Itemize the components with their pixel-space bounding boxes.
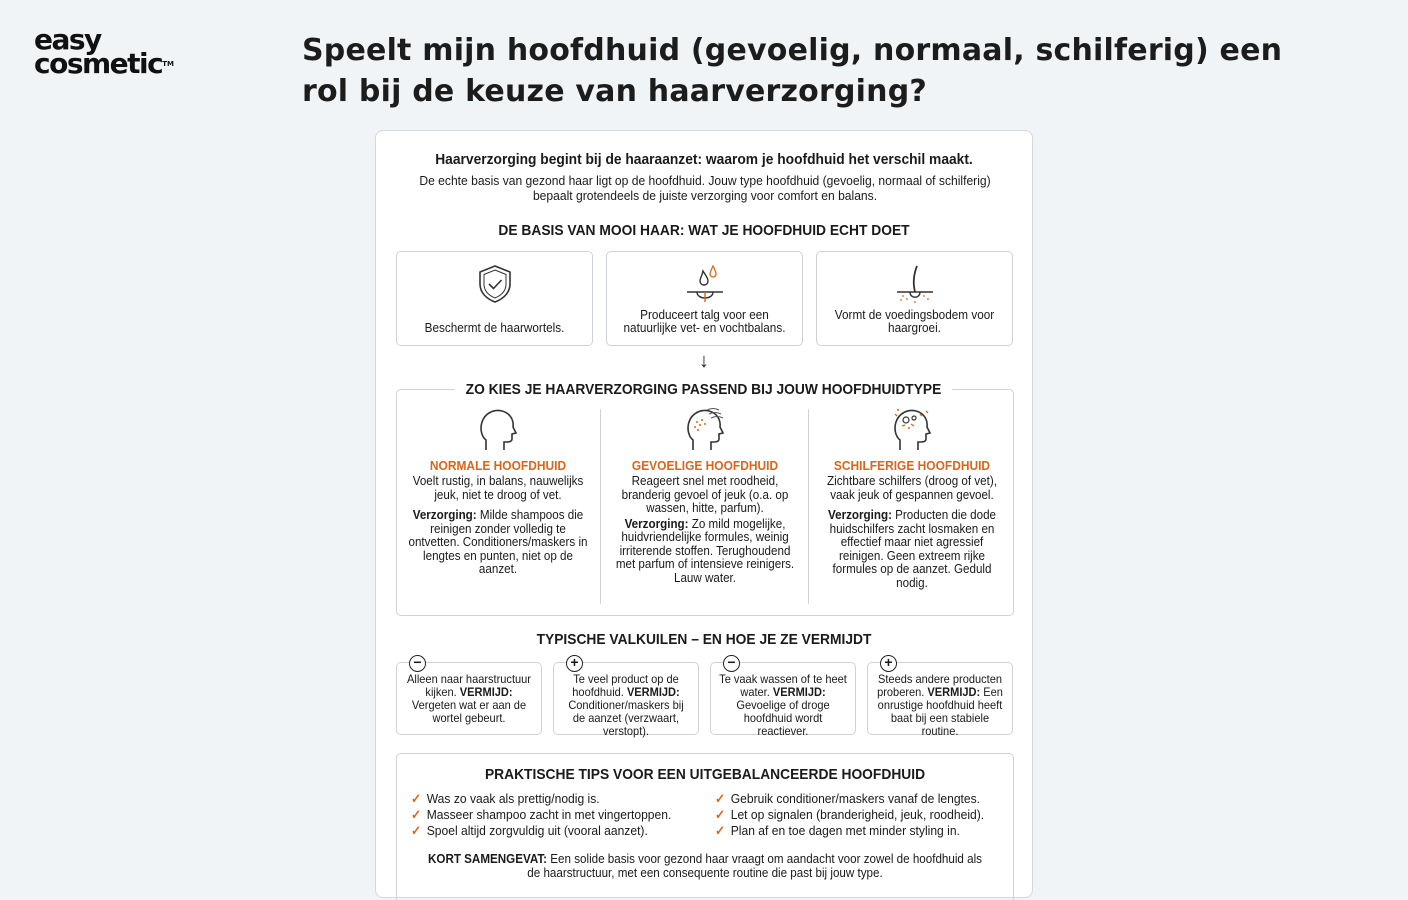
type-title: SCHILFERIGE HOOFDHUID: [833, 458, 991, 473]
type-care: Verzorging: Milde shampoos die reinigen zonder volledig te ontvetten. Conditioners/maskers in lengtes en punten, niet op de aanzet.: [408, 508, 588, 576]
type-flaky: [812, 406, 1012, 590]
check-icon: ✓: [715, 791, 726, 806]
oil-drop-icon: [683, 262, 727, 306]
divider: [808, 409, 809, 604]
basis-card-sebum: [606, 251, 803, 346]
pitfall-card: [710, 654, 856, 738]
sensitive-head-icon: [683, 406, 727, 454]
summary-text: KORT SAMENGEVAT: Een solide basis voor gezond haar vraagt om aandacht voor zowel de hoofdhuid als de haarstructuur, met een consequente routine die past bij jouw type.: [428, 852, 982, 880]
pitfall-text: Te veel product op de hoofdhuid. VERMIJD: Conditioner/maskers bij de aanzet (verzwaart, verstopt).: [568, 672, 684, 738]
pitfalls-heading: TYPISCHE VALKUILEN – EN HOE JE ZE VERMIJDT: [536, 631, 872, 648]
hair-follicle-icon: [893, 262, 937, 306]
divider: [600, 409, 601, 604]
plus-circle-icon: +: [566, 655, 583, 672]
tip-item: ✓ Masseer shampoo zacht in met vingertoppen.: [411, 807, 672, 822]
pitfall-card: [867, 654, 1013, 738]
check-icon: ✓: [715, 823, 726, 838]
brand-line1: easy: [34, 23, 101, 56]
type-description: Reageert snel met roodheid, branderig gevoel of jeuk (o.a. op wassen, hitte, parfum).: [621, 474, 789, 515]
type-care: Verzorging: Producten die dode huidschilfers zacht losmaken en effectief maar niet agressief reinigen. Geen extreem rijke formules op de aanzet. Geduld nodig.: [827, 508, 997, 590]
basis-text: Produceert talg voor een natuurlijke vet- en vochtbalans.: [623, 308, 786, 335]
minus-circle-icon: −: [723, 655, 740, 672]
type-description: Zichtbare schilfers (droog of vet), vaak jeuk of gespannen gevoel.: [827, 474, 997, 502]
down-arrow-icon: ↓: [699, 350, 709, 372]
type-title: NORMALE HOOFDHUID: [429, 458, 567, 473]
page-title: Speelt mijn hoofdhuid (gevoelig, normaal, schilferig) een rol bij de keuze van haarverzorging?: [302, 33, 1283, 109]
shield-check-icon: [473, 262, 517, 306]
basis-text: Vormt de voedingsbodem voor haargroei.: [834, 308, 995, 335]
basis-text: Beschermt de haarwortels.: [424, 321, 565, 335]
tip-item: ✓ Let op signalen (branderigheid, jeuk, roodheid).: [715, 807, 985, 822]
check-icon: ✓: [715, 807, 726, 822]
type-description: Voelt rustig, in balans, nauwelijks jeuk, niet te droog of vet.: [412, 474, 584, 502]
tip-item: ✓ Plan af en toe dagen met minder styling in.: [715, 823, 960, 838]
basis-card-protect: [396, 251, 593, 346]
check-icon: ✓: [411, 807, 422, 822]
type-sensitive: [605, 406, 805, 585]
type-title: GEVOELIGE HOOFDHUID: [631, 458, 779, 473]
tips-list-right: [715, 791, 1004, 839]
pitfall-card: [396, 654, 542, 735]
head-profile-icon: [476, 406, 520, 454]
type-care: Verzorging: Zo mild mogelijke, huidvriendelijke formules, weinig irriterende stoffen. Terughoudend met parfum of intensieve reinigers. Lauw water.: [615, 516, 795, 585]
pitfall-card: [553, 654, 699, 738]
plus-circle-icon: +: [880, 655, 897, 672]
flaky-head-icon: [890, 406, 934, 454]
brand-logo[interactable]: [34, 23, 174, 80]
infographic-card: [375, 130, 1033, 898]
tip-item: ✓ Gebruik conditioner/maskers vanaf de lengtes.: [715, 791, 981, 806]
types-heading: ZO KIES JE HAARVERZORGING PASSEND BIJ JOUW HOOFDHUIDTYPE: [376, 381, 1032, 399]
tip-item: ✓ Was zo vaak als prettig/nodig is.: [411, 791, 600, 806]
trademark: TM: [162, 60, 174, 68]
check-icon: ✓: [411, 823, 422, 838]
brand-line2: cosmetic™: [34, 47, 174, 80]
infographic-intro: De echte basis van gezond haar ligt op de hoofdhuid. Jouw type hoofdhuid (gevoelig, normaal of schilferig) bepaalt grotendeels de juiste verzorging voor comfort en balans.: [419, 173, 991, 203]
tip-item: ✓ Spoel altijd zorgvuldig uit (vooral aanzet).: [411, 823, 648, 838]
tips-list-left: [411, 791, 691, 839]
tips-heading: PRAKTISCHE TIPS VOOR EEN UITGEBALANCEERDE HOOFDHUID: [484, 766, 926, 783]
minus-circle-icon: −: [409, 655, 426, 672]
type-normal: [398, 406, 598, 577]
basis-heading: DE BASIS VAN MOOI HAAR: WAT JE HOOFDHUID ECHT DOET: [498, 222, 910, 239]
basis-card-growth: [816, 251, 1013, 346]
pitfall-text: Alleen naar haarstructuur kijken. VERMIJD: Vergeten wat er aan de wortel gebeurt.: [407, 672, 531, 725]
check-icon: ✓: [411, 791, 422, 806]
infographic-title: Haarverzorging begint bij de haaraanzet: waarom je hoofdhuid het verschil maakt.: [435, 151, 973, 168]
pitfall-text: Te vaak wassen of te heet water. VERMIJD: Gevoelige of droge hoofdhuid wordt reactiever.: [719, 672, 847, 738]
tips-panel: [396, 753, 1014, 900]
pitfall-text: Steeds andere producten proberen. VERMIJD: Een onrustige hoofdhuid heeft baat bij een stabiele routine.: [877, 672, 1003, 738]
